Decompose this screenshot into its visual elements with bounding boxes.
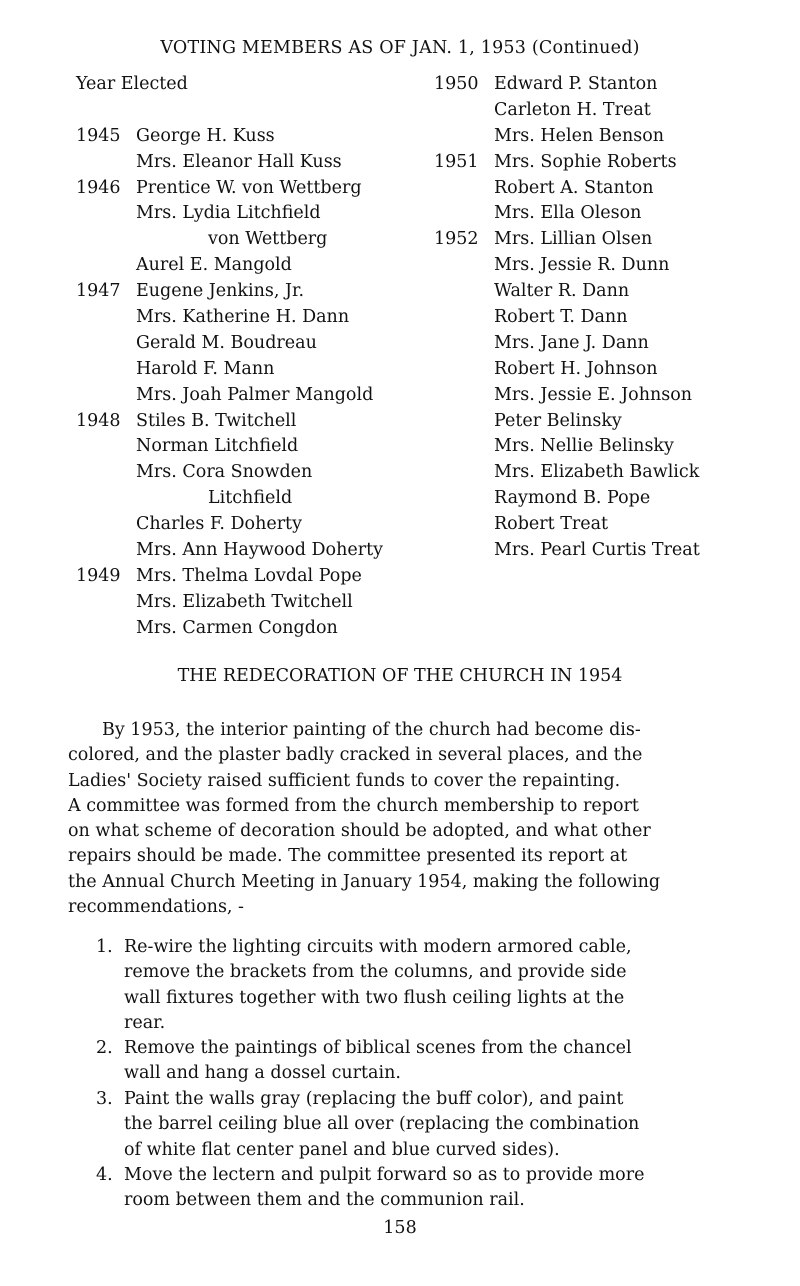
year-elected [76,150,136,176]
year-elected [434,305,494,331]
member-name: Mrs. Cora Snowden [136,462,313,483]
paragraph-line: repairs should be made. The committee presented its report at [68,846,628,867]
member-name: Mrs. Nellie Belinsky [494,436,674,457]
recommendation-line: Move the lectern and pulpit forward so as to provide more [124,1165,645,1185]
year-elected [76,305,136,331]
recommendation-item [96,1036,776,1087]
page-number: 158 [383,1218,417,1238]
paragraph-line: on what scheme of decoration should be adopted, and what other [68,821,651,842]
member-name: Norman Litchfield [136,436,299,457]
year-elected [434,279,494,305]
member-row [434,383,784,409]
recommendation-line: of white flat center panel and blue curved sides). [124,1139,560,1160]
year-elected [76,383,136,409]
year-elected [76,227,136,253]
member-name: Mrs. Thelma Lovdal Pope [136,565,362,586]
page-title: VOTING MEMBERS AS OF JAN. 1, 1953 (Continued) [160,38,640,58]
paragraph-line: A committee was formed from the church membership to report [68,795,639,816]
year-elected [434,176,494,202]
year-elected [76,538,136,564]
member-row [434,72,784,98]
paragraph-line: the Annual Church Meeting in January 1954, making the following [68,871,661,892]
member-row [434,176,784,202]
member-name: Mrs. Sophie Roberts [494,151,677,172]
member-name: Robert A. Stanton [494,177,654,198]
member-row [76,98,436,124]
member-name: Walter R. Dann [494,281,630,302]
recommendation-number: 4. [96,1165,113,1185]
member-row [76,357,436,383]
member-name: Gerald M. Boudreau [136,332,317,353]
paragraph-line: By 1953, the interior painting of the church had become dis- [102,720,641,740]
year-elected [434,434,494,460]
year-elected [76,460,136,486]
recommendation-item [96,1087,776,1163]
recommendation-number: 1. [96,937,113,957]
body-paragraph [68,718,768,920]
recommendation-line: wall and hang a dossel curtain. [124,1063,401,1084]
member-row [434,512,784,538]
year-elected [434,357,494,383]
year-elected [434,460,494,486]
member-row [76,150,436,176]
member-name: Edward P. Stanton [494,74,658,94]
year-elected [434,124,494,150]
member-name: Mrs. Pearl Curtis Treat [494,540,700,561]
year-elected [76,357,136,383]
member-name: Robert Treat [494,514,609,535]
member-row [434,279,784,305]
paragraph-line: recommendations, - [68,897,244,918]
recommendation-number: 3. [96,1089,113,1109]
member-row [76,279,436,305]
member-row [434,124,784,150]
member-name: Raymond B. Pope [494,488,651,509]
member-row [434,331,784,357]
voting-members-right-column [434,72,784,564]
member-row [76,253,436,279]
year-elected: 1950 [434,74,479,94]
member-name: Peter Belinsky [494,410,622,431]
member-name: Carleton H. Treat [494,99,651,120]
member-name: Mrs. Lillian Olsen [494,229,653,250]
year-elected: 1947 [76,281,121,302]
member-name: Litchfield [208,488,293,509]
recommendation-line: Remove the paintings of biblical scenes from the chancel [124,1038,632,1058]
year-elected [76,590,136,616]
member-row [434,98,784,124]
member-name: Mrs. Eleanor Hall Kuss [136,151,342,172]
member-name: Harold F. Mann [136,358,275,379]
recommendation-number: 2. [96,1038,113,1058]
member-name: George H. Kuss [136,125,275,146]
year-elected [434,253,494,279]
year-elected [434,486,494,512]
voting-members-left-column [76,72,436,642]
member-name: Mrs. Ella Oleson [494,203,642,224]
member-row [434,150,784,176]
paragraph-line: colored, and the plaster badly cracked in several places, and the [68,745,643,766]
member-name: Stiles B. Twitchell [136,410,297,431]
year-elected [76,512,136,538]
year-elected [434,383,494,409]
member-name: Mrs. Jessie E. Johnson [494,384,693,405]
recommendation-line: room between them and the communion rail. [124,1190,525,1211]
member-row [434,253,784,279]
member-row [434,357,784,383]
member-name: Mrs. Carmen Congdon [136,617,338,638]
member-name: Mrs. Lydia Litchfield [136,203,321,224]
member-row [76,176,436,202]
year-elected: 1952 [434,229,479,250]
recommendation-line: the barrel ceiling blue all over (replacing the combination [124,1114,640,1135]
member-row [76,227,436,253]
member-row [434,305,784,331]
column-header-row [76,72,436,98]
recommendation-line: Paint the walls gray (replacing the buff color), and paint [124,1089,624,1109]
year-elected [76,201,136,227]
member-row [76,434,436,460]
recommendation-line: remove the brackets from the columns, and provide side [124,962,627,983]
member-row [76,305,436,331]
year-elected [76,98,136,124]
year-elected [434,538,494,564]
member-row [434,486,784,512]
member-row [76,616,436,642]
member-row [76,460,436,486]
year-elected: 1948 [76,410,121,431]
member-name: Mrs. Jane J. Dann [494,332,649,353]
year-elected [434,409,494,435]
year-elected [434,201,494,227]
member-name: Aurel E. Mangold [136,255,292,276]
year-elected: 1946 [76,177,121,198]
recommendation-line: rear. [124,1012,166,1033]
member-name: Mrs. Helen Benson [494,125,665,146]
member-row [76,590,436,616]
member-row [76,383,436,409]
year-elected-header: Year Elected [76,74,188,94]
year-elected: 1951 [434,151,479,172]
member-row [76,331,436,357]
recommendation-item [96,935,776,1036]
member-name: Mrs. Ann Haywood Doherty [136,540,384,561]
year-elected: 1949 [76,565,121,586]
member-name: Mrs. Jessie R. Dunn [494,255,670,276]
member-name: Robert H. Johnson [494,358,658,379]
member-name: Mrs. Elizabeth Twitchell [136,591,353,612]
member-row [76,124,436,150]
year-elected [76,331,136,357]
member-name: Charles F. Doherty [136,514,302,535]
member-row [76,409,436,435]
member-row [434,227,784,253]
member-row [434,460,784,486]
year-elected: 1945 [76,125,121,146]
recommendation-line: wall fixtures together with two flush ceiling lights at the [124,987,625,1008]
paragraph-line: Ladies' Society raised sufficient funds to cover the repainting. [68,770,621,791]
year-elected [434,98,494,124]
year-elected [434,512,494,538]
member-name: Mrs. Katherine H. Dann [136,307,350,328]
year-elected [76,616,136,642]
section-title: THE REDECORATION OF THE CHURCH IN 1954 [177,666,623,686]
member-name: von Wettberg [208,229,328,250]
member-row [434,538,784,564]
member-row [76,486,436,512]
member-row [76,512,436,538]
member-row [434,201,784,227]
year-elected [76,253,136,279]
member-name: Eugene Jenkins, Jr. [136,281,305,302]
member-row [434,434,784,460]
recommendation-line: Re-wire the lighting circuits with modern armored cable, [124,937,632,957]
member-row [76,538,436,564]
year-elected [76,434,136,460]
year-elected [76,486,136,512]
recommendation-item [96,1163,776,1214]
member-name: Prentice W. von Wettberg [136,177,362,198]
member-name: Mrs. Joah Palmer Mangold [136,384,374,405]
member-name: Robert T. Dann [494,307,628,328]
year-elected [434,331,494,357]
member-row [76,201,436,227]
member-row [76,564,436,590]
member-name: Mrs. Elizabeth Bawlick [494,462,700,483]
member-row [434,409,784,435]
